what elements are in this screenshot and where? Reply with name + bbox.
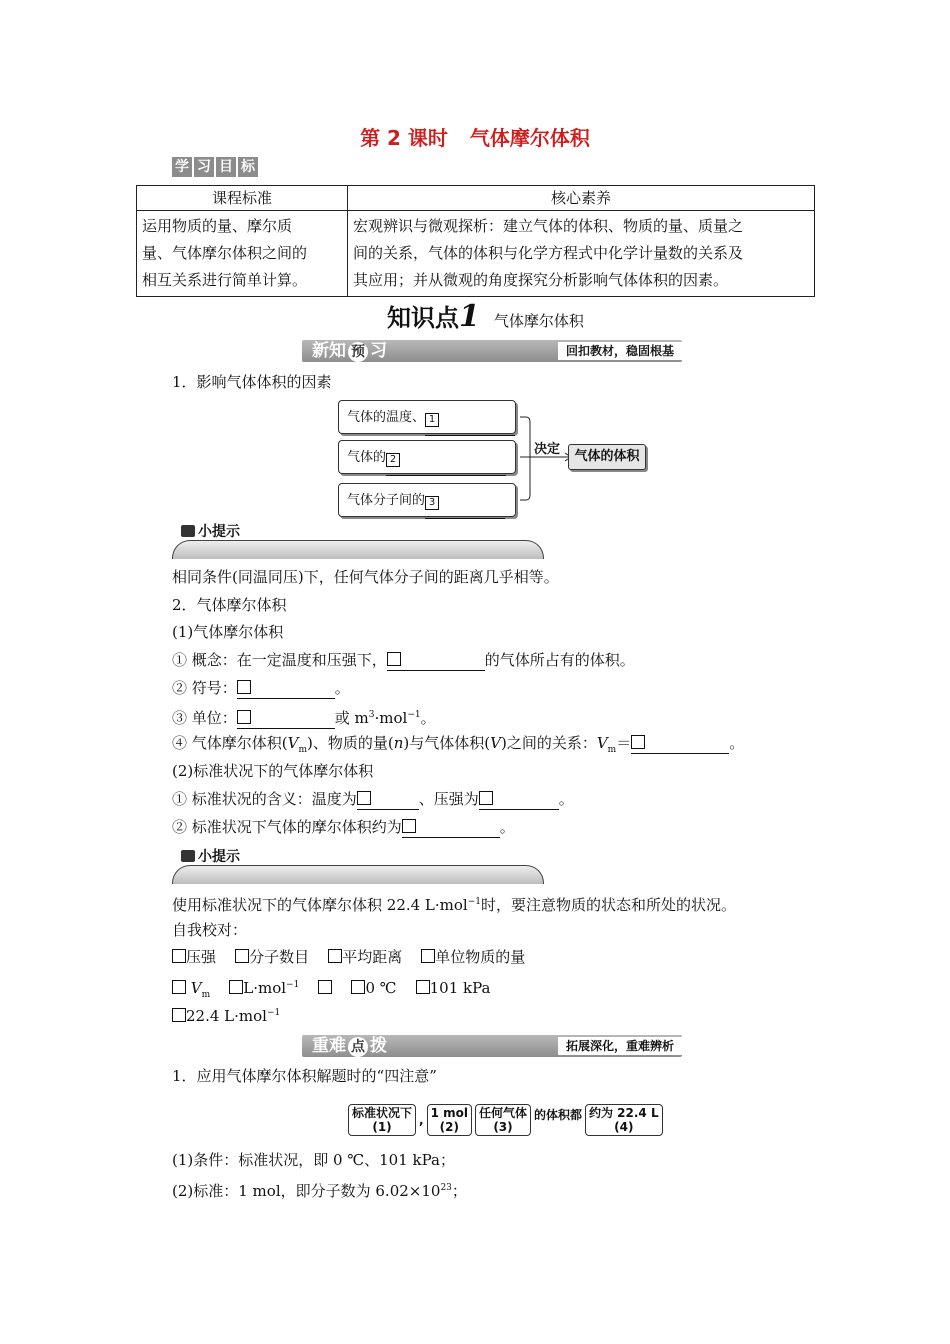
four-notes-chain: 标准状况下 (1) , 1 mol (2) 任何气体 (3) 的体积都 约为 22.4 L (4) [348, 1104, 663, 1136]
table-header-course-standard: 课程标准 [137, 186, 348, 211]
tip-label-2: 小提示 [181, 846, 240, 866]
standards-table [136, 185, 815, 297]
self-check-label: 自我校对： [172, 921, 248, 939]
chain-item-3: 任何气体 (3) [475, 1104, 531, 1136]
decide-label: 决定 [534, 442, 561, 457]
factors-diagram [338, 400, 668, 515]
factor-box-temperature: 气体的温度、 1 [338, 400, 516, 434]
preview-banner: 新知 预 习 回扣教材，稳固根基 [302, 340, 682, 362]
bracket-connector [516, 400, 576, 515]
tip-label-1: 小提示 [181, 521, 240, 541]
condition-line: (1)条件：标准状况，即 0 ℃、101 kPa； [172, 1151, 455, 1169]
symbol-line: ② 符号： 。 [172, 679, 350, 697]
tip-2-text: 使用标准状况下的气体摩尔体积 22.4 L·mol$^{-1}$时，要注意物质的状态和所处的状况。 [172, 896, 737, 914]
self-check-row-2: $V_m$ L·mol$^{-1}$ 0 ℃ 101 kPa [172, 975, 491, 1005]
relation-line: ④ 气体摩尔体积$(V_m)$、物质的量(n)与气体体积(V)之间的关系：$V_m=$ 。 [172, 734, 745, 755]
tip-bar-2 [172, 865, 544, 884]
result-box-gas-volume: 气体的体积 [568, 444, 646, 470]
learning-goals-label: 学 习 目 标 [172, 157, 258, 177]
std-molar-volume-line: ② 标准状况下气体的摩尔体积约为 。 [172, 818, 515, 836]
std-conditions-line: ① 标准状况的含义：温度为 、压强为 。 [172, 790, 574, 808]
self-check-row-1: 压强 分子数目 平均距离 单位物质的量 [172, 947, 525, 967]
table-header-core-literacy: 核心素养 [348, 186, 815, 211]
concept-line: ① 概念：在一定温度和压强下， 的气体所占有的体积。 [172, 651, 635, 669]
tip-bar-1 [172, 540, 544, 559]
section-2-sub-2: (2)标准状况下的气体摩尔体积 [172, 762, 374, 780]
self-check-row-3: 22.4 L·mol$^{-1}$ [172, 1003, 280, 1026]
section-2-sub-1: (1)气体摩尔体积 [172, 623, 284, 641]
factor-box-amount: 气体的 2 [338, 440, 516, 474]
section-2-heading: 2．气体摩尔体积 [172, 596, 287, 614]
thumbs-up-icon [181, 525, 195, 537]
course-standard-cell: 运用物质的量、摩尔质 量、气体摩尔体积之间的 相互关系进行简单计算。 [137, 211, 348, 297]
standard-line: (2)标准：1 mol，即分子数为 $6.02\times 10^{23}$； [172, 1182, 467, 1200]
page-title: 第 2 课时 气体摩尔体积 [360, 126, 590, 150]
chain-item-1: 标准状况下 (1) [348, 1104, 416, 1136]
key-points-banner: 重难 点 拨 拓展深化，重难辨析 [302, 1035, 682, 1057]
section-3-heading: 1．应用气体摩尔体积解题时的“四注意” [172, 1067, 437, 1085]
thumbs-up-icon [181, 850, 195, 862]
section-1-heading: 1．影响气体体积的因素 [172, 373, 332, 391]
knowledge-point-heading: 知识点1 气体摩尔体积 [387, 299, 584, 334]
tip-1-text: 相同条件(同温同压)下，任何气体分子间的距离几乎相等。 [172, 568, 559, 586]
factor-box-distance: 气体分子间的 3 [338, 483, 516, 517]
chain-item-2: 1 mol (2) [427, 1104, 472, 1136]
core-literacy-cell: 宏观辨识与微观探析：建立气体的体积、物质的量、质量之 间的关系，气体的体积与化学方程式中化学计量数的关系及 其应用；并从微观的角度探究分析影响气体体积的因素。 [348, 211, 815, 297]
chain-item-4: 约为 22.4 L (4) [585, 1104, 663, 1136]
unit-line: ③ 单位： 或 $m^3\cdot mol^{-1}$。 [172, 709, 436, 727]
